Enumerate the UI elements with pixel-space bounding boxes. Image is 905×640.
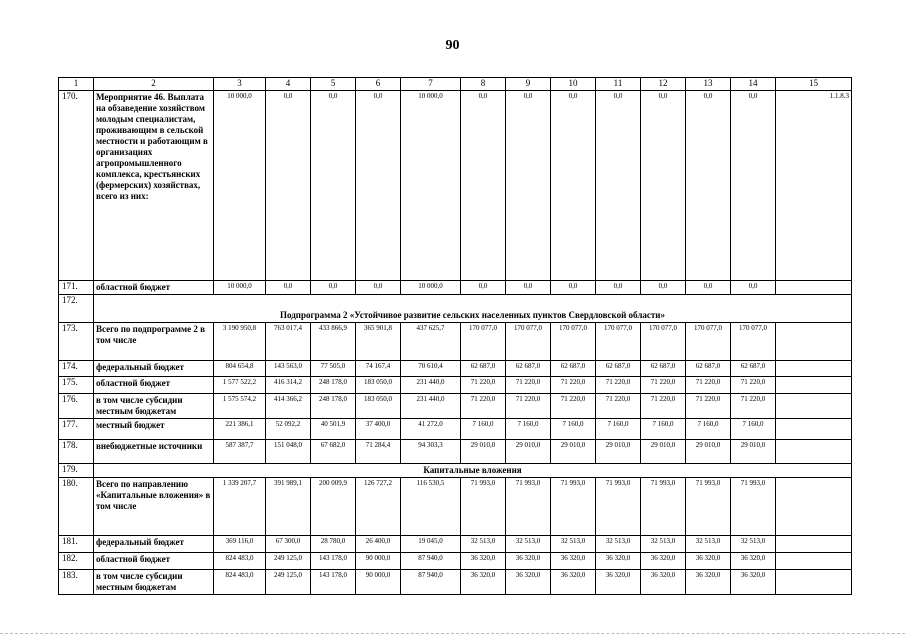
value-cell: 7 160,0 — [686, 419, 731, 440]
value-cell: 32 513,0 — [731, 536, 776, 553]
value-cell: 7 160,0 — [596, 419, 641, 440]
value-cell: 10 000,0 — [214, 281, 266, 295]
table-row — [59, 570, 852, 595]
row-label: федеральный бюджет — [94, 361, 214, 377]
value-cell: 36 320,0 — [551, 553, 596, 570]
value-cell: 36 320,0 — [596, 553, 641, 570]
target-code — [776, 536, 852, 553]
value-cell: 0,0 — [731, 91, 776, 281]
value-cell: 143 563,0 — [266, 361, 311, 377]
value-cell: 0,0 — [356, 91, 401, 281]
value-cell: 183 050,0 — [356, 394, 401, 419]
value-cell: 0,0 — [551, 91, 596, 281]
value-cell: 32 513,0 — [596, 536, 641, 553]
value-cell: 0,0 — [641, 281, 686, 295]
value-cell: 7 160,0 — [551, 419, 596, 440]
target-code — [776, 377, 852, 394]
column-header: 6 — [356, 78, 401, 91]
row-number: 172. — [59, 295, 94, 323]
value-cell: 87 940,0 — [401, 553, 461, 570]
target-code — [776, 394, 852, 419]
value-cell: 116 530,5 — [401, 478, 461, 536]
value-cell: 29 010,0 — [506, 440, 551, 464]
value-cell: 71 220,0 — [686, 394, 731, 419]
column-header: 11 — [596, 78, 641, 91]
value-cell: 433 866,9 — [311, 323, 356, 361]
column-header: 12 — [641, 78, 686, 91]
table-row — [59, 536, 852, 553]
section-title: Подпрограмма 2 «Устойчивое развитие сельских населенных пунктов Свердловской области» — [94, 295, 852, 323]
value-cell: 70 610,4 — [401, 361, 461, 377]
value-cell: 71 220,0 — [461, 377, 506, 394]
value-cell: 36 320,0 — [551, 570, 596, 595]
row-label: Всего по направлению «Капитальные вложения» в том числе — [94, 478, 214, 536]
value-cell: 36 320,0 — [461, 553, 506, 570]
table-row — [59, 394, 852, 419]
table-row — [59, 361, 852, 377]
table-row — [59, 323, 852, 361]
value-cell: 77 505,0 — [311, 361, 356, 377]
value-cell: 28 780,0 — [311, 536, 356, 553]
value-cell: 0,0 — [506, 281, 551, 295]
table-row — [59, 478, 852, 536]
value-cell: 62 687,0 — [551, 361, 596, 377]
value-cell: 71 220,0 — [686, 377, 731, 394]
row-number: 175. — [59, 377, 94, 394]
value-cell: 0,0 — [641, 91, 686, 281]
value-cell: 71 220,0 — [641, 377, 686, 394]
value-cell: 170 077,0 — [461, 323, 506, 361]
column-header: 3 — [214, 78, 266, 91]
row-label: внебюджетные источники — [94, 440, 214, 464]
row-number: 182. — [59, 553, 94, 570]
value-cell: 10 000,0 — [401, 91, 461, 281]
value-cell: 10 000,0 — [214, 91, 266, 281]
value-cell: 29 010,0 — [461, 440, 506, 464]
value-cell: 7 160,0 — [461, 419, 506, 440]
value-cell: 32 513,0 — [641, 536, 686, 553]
value-cell: 414 366,2 — [266, 394, 311, 419]
value-cell: 151 048,0 — [266, 440, 311, 464]
table-row — [59, 281, 852, 295]
value-cell: 7 160,0 — [641, 419, 686, 440]
row-number: 183. — [59, 570, 94, 595]
value-cell: 71 993,0 — [461, 478, 506, 536]
value-cell: 170 077,0 — [641, 323, 686, 361]
column-header: 8 — [461, 78, 506, 91]
value-cell: 0,0 — [311, 91, 356, 281]
value-cell: 0,0 — [356, 281, 401, 295]
value-cell: 1 339 207,7 — [214, 478, 266, 536]
target-code — [776, 478, 852, 536]
value-cell: 126 727,2 — [356, 478, 401, 536]
value-cell: 248 178,0 — [311, 394, 356, 419]
value-cell: 587 387,7 — [214, 440, 266, 464]
column-header: 5 — [311, 78, 356, 91]
value-cell: 0,0 — [551, 281, 596, 295]
value-cell: 36 320,0 — [731, 570, 776, 595]
value-cell: 71 993,0 — [641, 478, 686, 536]
value-cell: 62 687,0 — [686, 361, 731, 377]
value-cell: 71 993,0 — [551, 478, 596, 536]
value-cell: 221 386,1 — [214, 419, 266, 440]
value-cell: 1 577 522,2 — [214, 377, 266, 394]
column-header: 1 — [59, 78, 94, 91]
value-cell: 41 272,0 — [401, 419, 461, 440]
value-cell: 0,0 — [596, 281, 641, 295]
target-code — [776, 361, 852, 377]
value-cell: 29 010,0 — [641, 440, 686, 464]
value-cell: 32 513,0 — [461, 536, 506, 553]
value-cell: 824 483,0 — [214, 553, 266, 570]
value-cell: 391 989,1 — [266, 478, 311, 536]
value-cell: 29 010,0 — [551, 440, 596, 464]
value-cell: 71 220,0 — [506, 394, 551, 419]
value-cell: 36 320,0 — [461, 570, 506, 595]
value-cell: 10 000,0 — [401, 281, 461, 295]
value-cell: 0,0 — [686, 91, 731, 281]
value-cell: 36 320,0 — [506, 570, 551, 595]
page-number: 90 — [445, 38, 460, 53]
row-number: 171. — [59, 281, 94, 295]
value-cell: 71 220,0 — [641, 394, 686, 419]
row-number: 181. — [59, 536, 94, 553]
value-cell: 170 077,0 — [506, 323, 551, 361]
value-cell: 94 303,3 — [401, 440, 461, 464]
value-cell: 71 993,0 — [596, 478, 641, 536]
value-cell: 824 483,0 — [214, 570, 266, 595]
value-cell: 170 077,0 — [596, 323, 641, 361]
header-row — [59, 78, 852, 91]
target-code — [776, 323, 852, 361]
scan-bottom-edge — [0, 633, 905, 640]
value-cell: 437 625,7 — [401, 323, 461, 361]
value-cell: 7 160,0 — [506, 419, 551, 440]
value-cell: 36 320,0 — [641, 570, 686, 595]
value-cell: 90 000,0 — [356, 570, 401, 595]
row-number: 170. — [59, 91, 94, 281]
column-header: 14 — [731, 78, 776, 91]
value-cell: 170 077,0 — [731, 323, 776, 361]
value-cell: 143 178,0 — [311, 570, 356, 595]
value-cell: 0,0 — [506, 91, 551, 281]
row-label: в том числе субсидии местным бюджетам — [94, 570, 214, 595]
value-cell: 71 220,0 — [596, 394, 641, 419]
table-row — [59, 419, 852, 440]
value-cell: 231 440,0 — [401, 377, 461, 394]
value-cell: 71 220,0 — [461, 394, 506, 419]
row-number: 180. — [59, 478, 94, 536]
value-cell: 52 092,2 — [266, 419, 311, 440]
value-cell: 62 687,0 — [731, 361, 776, 377]
value-cell: 67 300,0 — [266, 536, 311, 553]
value-cell: 90 000,0 — [356, 553, 401, 570]
value-cell: 71 220,0 — [506, 377, 551, 394]
value-cell: 32 513,0 — [686, 536, 731, 553]
value-cell: 29 010,0 — [596, 440, 641, 464]
value-cell: 19 045,0 — [401, 536, 461, 553]
section-row — [59, 464, 852, 478]
table-row — [59, 91, 852, 281]
row-label: Всего по подпрограмме 2 в том числе — [94, 323, 214, 361]
value-cell: 804 654,8 — [214, 361, 266, 377]
target-code — [776, 553, 852, 570]
table-row — [59, 553, 852, 570]
value-cell: 248 178,0 — [311, 377, 356, 394]
value-cell: 1 575 574,2 — [214, 394, 266, 419]
value-cell: 71 220,0 — [596, 377, 641, 394]
row-label: областной бюджет — [94, 377, 214, 394]
row-number: 173. — [59, 323, 94, 361]
target-code — [776, 419, 852, 440]
row-label: федеральный бюджет — [94, 536, 214, 553]
value-cell: 183 050,0 — [356, 377, 401, 394]
table-row — [59, 377, 852, 394]
value-cell: 29 010,0 — [686, 440, 731, 464]
value-cell: 231 440,0 — [401, 394, 461, 419]
value-cell: 0,0 — [266, 91, 311, 281]
value-cell: 0,0 — [596, 91, 641, 281]
target-code — [776, 281, 852, 295]
value-cell: 71 284,4 — [356, 440, 401, 464]
value-cell: 0,0 — [311, 281, 356, 295]
value-cell: 62 687,0 — [641, 361, 686, 377]
value-cell: 249 125,0 — [266, 570, 311, 595]
table-row — [59, 440, 852, 464]
row-number: 176. — [59, 394, 94, 419]
value-cell: 71 220,0 — [551, 394, 596, 419]
value-cell: 71 220,0 — [731, 377, 776, 394]
value-cell: 369 116,0 — [214, 536, 266, 553]
value-cell: 71 220,0 — [731, 394, 776, 419]
value-cell: 37 400,0 — [356, 419, 401, 440]
value-cell: 40 501,9 — [311, 419, 356, 440]
section-title: Капитальные вложения — [94, 464, 852, 478]
value-cell: 3 190 950,8 — [214, 323, 266, 361]
value-cell: 26 400,0 — [356, 536, 401, 553]
section-row — [59, 295, 852, 323]
value-cell: 365 901,8 — [356, 323, 401, 361]
value-cell: 62 687,0 — [506, 361, 551, 377]
row-label: Мероприятие 46. Выплата на обзаведение хозяйством молодым специалистам, проживающим в сельской местности и работающим в организациях агропромышленного комплекса, крестьянских (фермерских) хозяйствах, всего из них: — [94, 91, 214, 281]
column-header: 2 — [94, 78, 214, 91]
value-cell: 249 125,0 — [266, 553, 311, 570]
value-cell: 170 077,0 — [686, 323, 731, 361]
value-cell: 36 320,0 — [686, 570, 731, 595]
value-cell: 32 513,0 — [506, 536, 551, 553]
value-cell: 87 940,0 — [401, 570, 461, 595]
row-label: в том числе субсидии местным бюджетам — [94, 394, 214, 419]
value-cell: 36 320,0 — [731, 553, 776, 570]
row-number: 177. — [59, 419, 94, 440]
row-label: местный бюджет — [94, 419, 214, 440]
value-cell: 62 687,0 — [461, 361, 506, 377]
value-cell: 74 167,4 — [356, 361, 401, 377]
row-label: областной бюджет — [94, 281, 214, 295]
value-cell: 416 314,2 — [266, 377, 311, 394]
value-cell: 71 220,0 — [551, 377, 596, 394]
value-cell: 0,0 — [686, 281, 731, 295]
target-code — [776, 570, 852, 595]
value-cell: 0,0 — [461, 281, 506, 295]
column-header: 9 — [506, 78, 551, 91]
column-header: 4 — [266, 78, 311, 91]
row-number: 174. — [59, 361, 94, 377]
column-header: 10 — [551, 78, 596, 91]
value-cell: 29 010,0 — [731, 440, 776, 464]
value-cell: 32 513,0 — [551, 536, 596, 553]
value-cell: 36 320,0 — [596, 570, 641, 595]
row-number: 179. — [59, 464, 94, 478]
target-code: 1.1.8.3 — [776, 91, 852, 281]
value-cell: 67 682,0 — [311, 440, 356, 464]
value-cell: 71 993,0 — [686, 478, 731, 536]
value-cell: 62 687,0 — [596, 361, 641, 377]
value-cell: 36 320,0 — [506, 553, 551, 570]
value-cell: 0,0 — [266, 281, 311, 295]
value-cell: 71 993,0 — [506, 478, 551, 536]
value-cell: 200 009,9 — [311, 478, 356, 536]
value-cell: 143 178,0 — [311, 553, 356, 570]
row-label: областной бюджет — [94, 553, 214, 570]
value-cell: 0,0 — [461, 91, 506, 281]
target-code — [776, 440, 852, 464]
value-cell: 0,0 — [731, 281, 776, 295]
value-cell: 36 320,0 — [686, 553, 731, 570]
column-header: 13 — [686, 78, 731, 91]
column-header: 7 — [401, 78, 461, 91]
value-cell: 763 017,4 — [266, 323, 311, 361]
budget-table — [58, 77, 852, 595]
row-number: 178. — [59, 440, 94, 464]
value-cell: 170 077,0 — [551, 323, 596, 361]
value-cell: 36 320,0 — [641, 553, 686, 570]
value-cell: 71 993,0 — [731, 478, 776, 536]
column-header: 15 — [776, 78, 852, 91]
value-cell: 7 160,0 — [731, 419, 776, 440]
